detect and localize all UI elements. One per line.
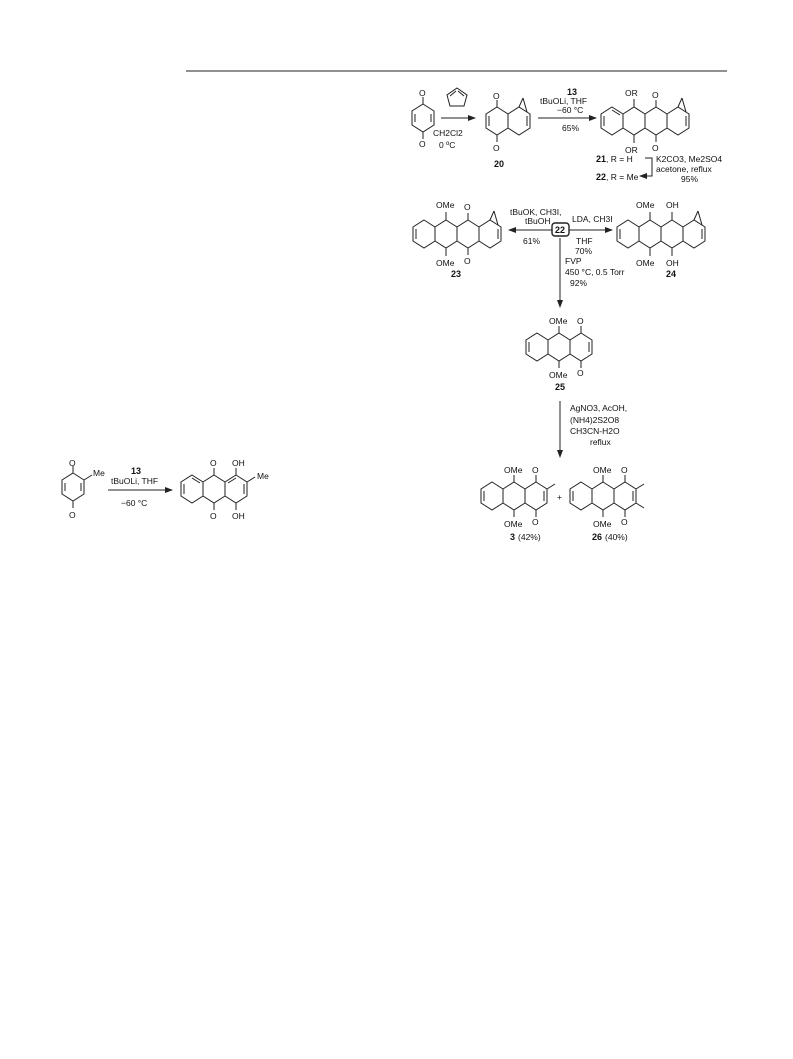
right-branch-yield: 70%: [575, 246, 593, 256]
methylquinizarin-structure: [181, 458, 269, 521]
left-temp: −60 °C: [121, 498, 148, 508]
svg-text:OMe: OMe: [436, 200, 455, 210]
svg-text:OH: OH: [666, 258, 679, 268]
methylbenzoquinone-structure: [62, 458, 105, 520]
plus-sign: +: [557, 492, 562, 502]
compound-21-structure: [601, 88, 689, 155]
compound-3-caption: 3 (42%): [510, 532, 541, 542]
svg-text:O: O: [652, 90, 659, 100]
svg-text:OMe: OMe: [636, 258, 655, 268]
final-reagent-4: reflux: [590, 437, 611, 447]
fvp-reagent-2: 450 °C, 0.5 Torr: [565, 267, 625, 277]
compound-20-label: 20: [494, 159, 505, 169]
svg-text:O: O: [464, 202, 471, 212]
svg-text:Me: Me: [257, 471, 269, 481]
svg-text:OMe: OMe: [549, 316, 568, 326]
fvp-reagent-1: FVP: [565, 256, 582, 266]
svg-text:OH: OH: [232, 511, 245, 521]
compound-24-label: 24: [666, 269, 677, 279]
final-reagent-2: (NH4)2S2O8: [570, 415, 620, 425]
left-branch-reagent-2: tBuOH: [525, 216, 551, 226]
compound-25-label: 25: [555, 382, 566, 392]
step2-reagent-id: 13: [567, 87, 578, 97]
step3-yield: 95%: [681, 174, 699, 184]
svg-text:O: O: [210, 458, 217, 468]
svg-text:O: O: [493, 91, 500, 101]
svg-text:OMe: OMe: [593, 465, 612, 475]
svg-text:O: O: [464, 256, 471, 266]
svg-text:OR: OR: [625, 145, 638, 155]
compound-22-caption: 22, R = Me: [596, 172, 639, 182]
svg-text:O: O: [419, 88, 426, 98]
compound-21-caption: 21, R = H: [596, 154, 633, 164]
step2-temp: −60 °C: [557, 105, 584, 115]
svg-text:OH: OH: [666, 200, 679, 210]
left-branch-reagent-1: tBuOK, CH3I,: [510, 207, 562, 217]
compound-23-label: 23: [451, 269, 462, 279]
svg-text:OH: OH: [232, 458, 245, 468]
step1-reagent-1: CH2Cl2: [433, 128, 463, 138]
cyclopentadiene-structure: [447, 88, 467, 106]
compound-3-structure: [481, 465, 555, 529]
compound-26-caption: 26 (40%): [592, 532, 628, 542]
compound-20-structure: [486, 91, 530, 153]
svg-text:O: O: [493, 143, 500, 153]
compound-24-structure: [617, 200, 705, 268]
svg-text:O: O: [621, 465, 628, 475]
svg-text:O: O: [419, 139, 426, 149]
compound-23-structure: [413, 200, 501, 268]
step2-reagent-1: tBuOLi, THF: [540, 96, 588, 106]
final-reagent-3: CH3CN-H2O: [570, 426, 620, 436]
svg-text:O: O: [69, 510, 76, 520]
svg-text:O: O: [577, 316, 584, 326]
center-compound-label: 22: [555, 225, 566, 235]
compound-25-structure: [526, 316, 592, 380]
compound-26-structure: [570, 465, 644, 529]
benzoquinone-structure: [412, 88, 434, 149]
step2-yield: 65%: [562, 123, 580, 133]
svg-text:OMe: OMe: [504, 465, 523, 475]
svg-text:O: O: [652, 143, 659, 153]
left-reagent-id: 13: [131, 466, 142, 476]
svg-text:OMe: OMe: [504, 519, 523, 529]
step1-reagent-2: 0 ºC: [439, 140, 456, 150]
right-branch-reagent-1: LDA, CH3I: [572, 214, 613, 224]
left-reagent-1: tBuOLi, THF: [111, 476, 159, 486]
svg-text:O: O: [532, 517, 539, 527]
svg-text:OMe: OMe: [436, 258, 455, 268]
svg-text:O: O: [621, 517, 628, 527]
svg-text:O: O: [210, 511, 217, 521]
svg-text:OMe: OMe: [636, 200, 655, 210]
step3-reagent-2: acetone, reflux: [656, 164, 712, 174]
svg-text:OR: OR: [625, 88, 638, 98]
svg-text:OMe: OMe: [549, 370, 568, 380]
right-branch-reagent-2: THF: [576, 236, 593, 246]
left-branch-yield: 61%: [523, 236, 541, 246]
svg-text:OMe: OMe: [593, 519, 612, 529]
svg-text:O: O: [532, 465, 539, 475]
svg-text:O: O: [69, 458, 76, 468]
final-reagent-1: AgNO3, AcOH,: [570, 403, 628, 413]
fvp-yield: 92%: [570, 278, 588, 288]
arrow-step3: [640, 158, 652, 176]
step3-reagent-1: K2CO3, Me2SO4: [656, 154, 723, 164]
svg-text:O: O: [577, 368, 584, 378]
left-me-label: Me: [93, 468, 105, 478]
